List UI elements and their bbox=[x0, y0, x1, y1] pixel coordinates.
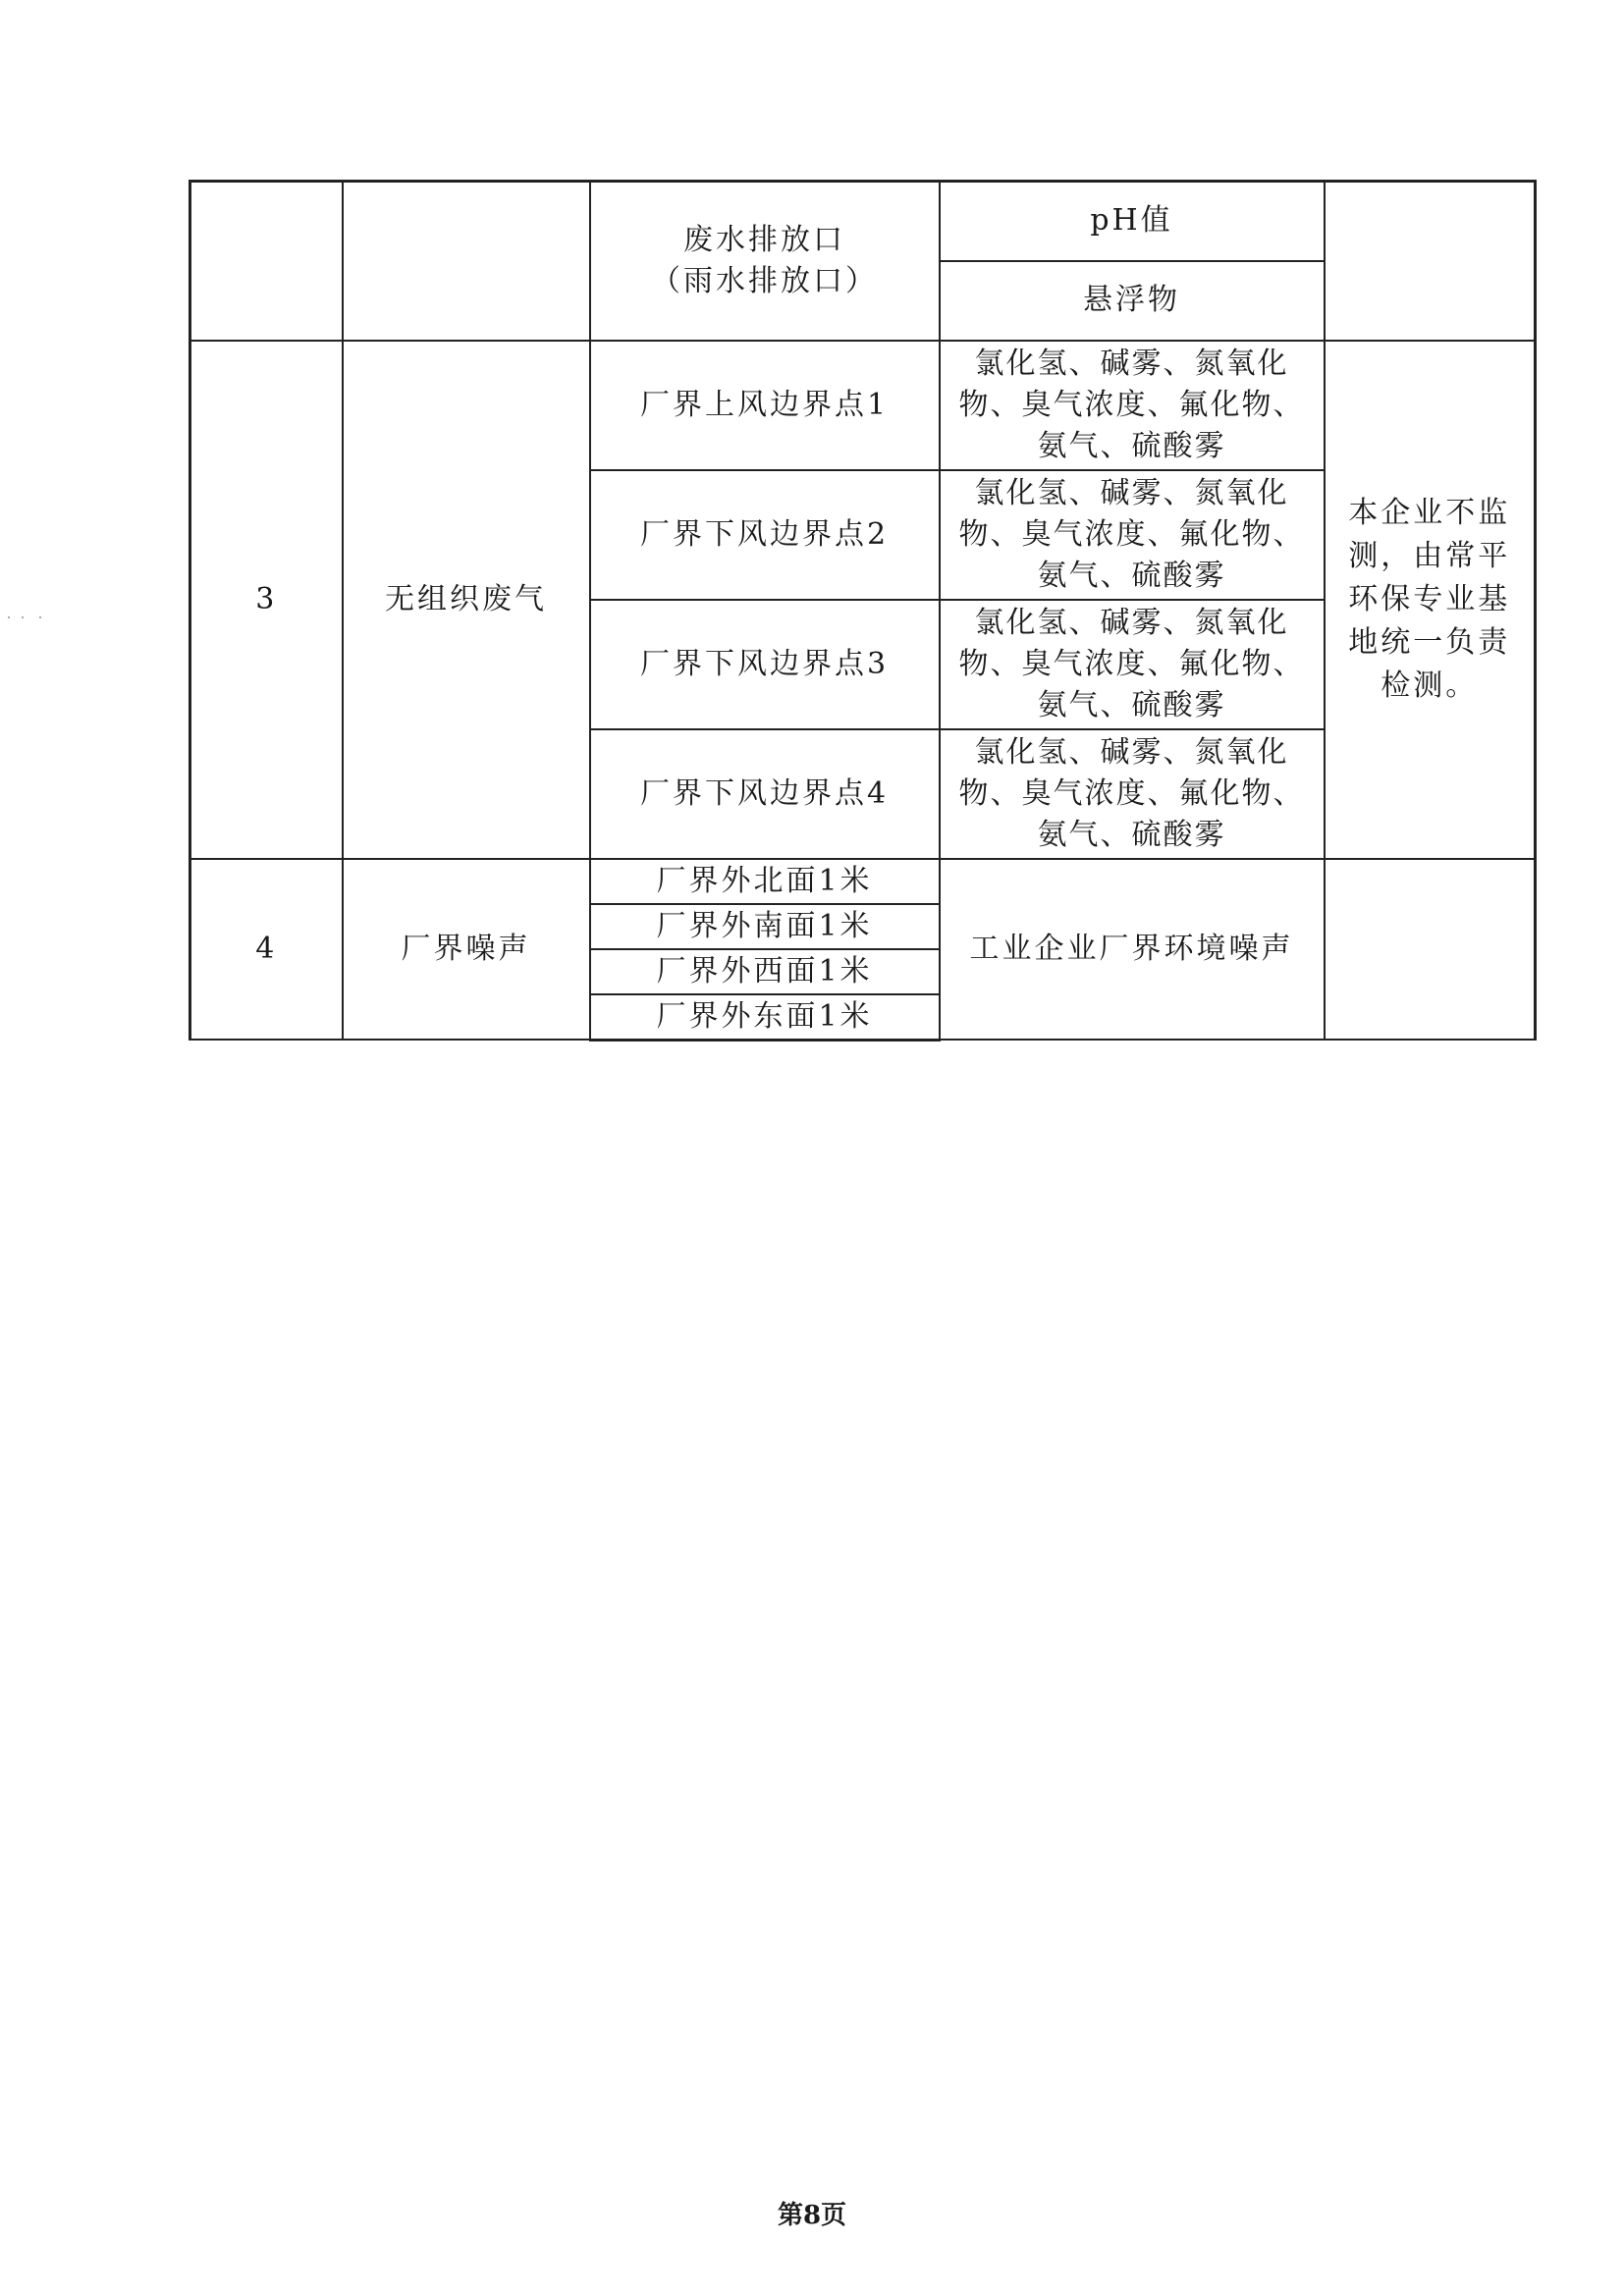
remark-cell-empty bbox=[1325, 182, 1536, 341]
wastewater-item-ss: 悬浮物 bbox=[940, 261, 1325, 341]
fugitive-remark: 本企业不监测，由常平环保专业基地统一负责检测。 bbox=[1325, 341, 1536, 859]
wastewater-point-line2: （雨水排放口） bbox=[651, 263, 878, 298]
noise-point-south: 厂界外南面1米 bbox=[590, 904, 940, 949]
category-cell-empty bbox=[343, 182, 590, 341]
fugitive-pollutants-4 bbox=[940, 729, 1325, 859]
pollutant-text: 氯化氢、碱雾、氮氧化物、臭气浓度、氟化物、氨气、硫酸雾 bbox=[958, 346, 1305, 463]
pollutant-text: 氯化氢、碱雾、氮氧化物、臭气浓度、氟化物、氨气、硫酸雾 bbox=[958, 734, 1305, 852]
wastewater-point-line1: 废水排放口 bbox=[683, 222, 845, 257]
fugitive-point-3: 厂界下风边界点3 bbox=[590, 600, 940, 729]
noise-point-east: 厂界外东面1米 bbox=[590, 994, 940, 1041]
scan-speck bbox=[22, 616, 24, 618]
fugitive-point-1: 厂界上风边界点1 bbox=[590, 341, 940, 470]
table-row bbox=[190, 859, 1536, 904]
page-number: 第8页 bbox=[777, 2201, 847, 2230]
fugitive-pollutants-2 bbox=[940, 470, 1325, 600]
noise-remark-empty bbox=[1325, 859, 1536, 1041]
fugitive-pollutants-3 bbox=[940, 600, 1325, 729]
table-row bbox=[190, 182, 1536, 261]
noise-item: 工业企业厂界环境噪声 bbox=[940, 859, 1325, 1041]
fugitive-index: 3 bbox=[190, 341, 343, 859]
scan-speck bbox=[39, 616, 41, 618]
scan-speck bbox=[8, 616, 10, 618]
noise-point-north: 厂界外北面1米 bbox=[590, 859, 940, 904]
noise-index: 4 bbox=[190, 859, 343, 1041]
wastewater-item-ph: pH值 bbox=[940, 182, 1325, 261]
fugitive-point-4: 厂界下风边界点4 bbox=[590, 729, 940, 859]
table-row bbox=[190, 341, 1536, 470]
pollutant-text: 氯化氢、碱雾、氮氧化物、臭气浓度、氟化物、氨气、硫酸雾 bbox=[958, 475, 1305, 593]
fugitive-point-2: 厂界下风边界点2 bbox=[590, 470, 940, 600]
monitoring-table bbox=[189, 180, 1537, 1041]
fugitive-pollutants-1 bbox=[940, 341, 1325, 470]
wastewater-point-cell bbox=[590, 182, 940, 341]
index-cell-empty bbox=[190, 182, 343, 341]
pollutant-text: 氯化氢、碱雾、氮氧化物、臭气浓度、氟化物、氨气、硫酸雾 bbox=[958, 605, 1305, 722]
noise-category: 厂界噪声 bbox=[343, 859, 590, 1041]
fugitive-category: 无组织废气 bbox=[343, 341, 590, 859]
noise-point-west: 厂界外西面1米 bbox=[590, 949, 940, 994]
